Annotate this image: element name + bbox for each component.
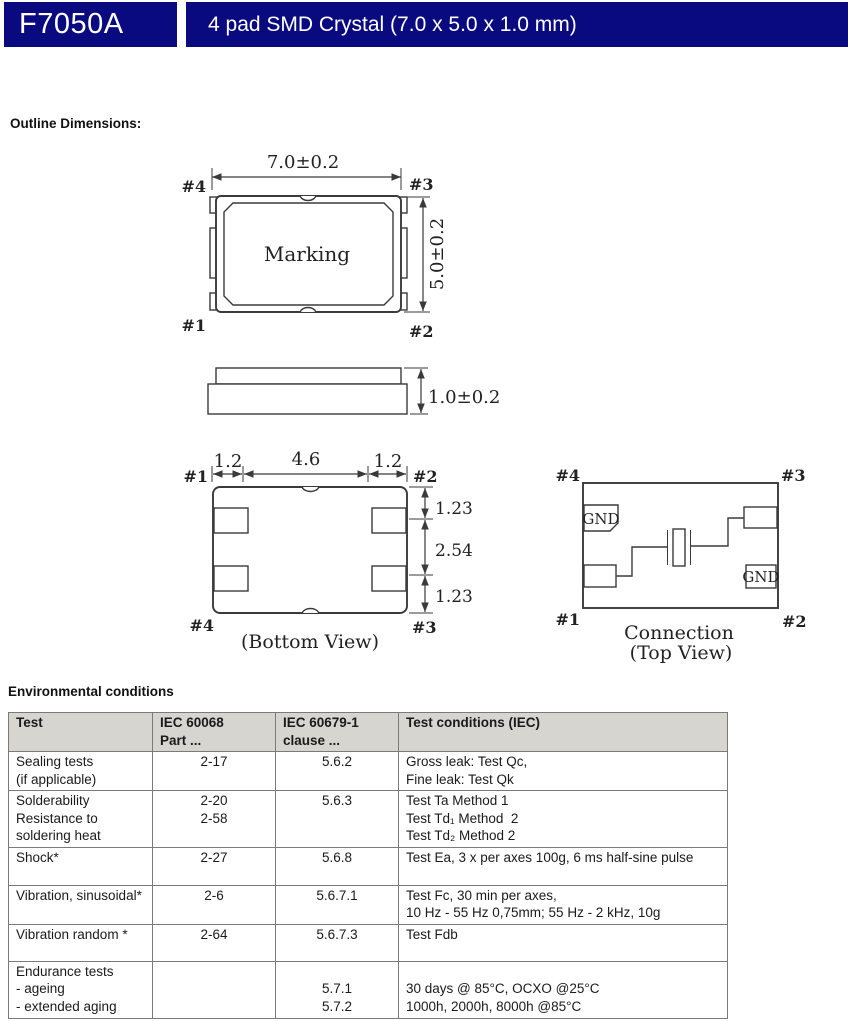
cell-conditions: Test Ta Method 1 Test Td₁ Method 2 Test Td₂ Method 2 <box>399 791 728 848</box>
bottom-view-drawing <box>183 449 472 653</box>
cell-conditions: Test Fc, 30 min per axes, 10 Hz - 55 Hz 0,75mm; 55 Hz - 2 kHz, 10g <box>399 885 728 924</box>
top-view-width-dim: 7.0±0.2 <box>266 152 340 173</box>
top-view-drawing <box>181 152 448 341</box>
table-row <box>9 752 728 791</box>
cell-clause: 5.6.8 <box>276 847 399 885</box>
connection-pad-3 <box>744 507 777 528</box>
cell-part: 2-20 2-58 <box>153 791 276 848</box>
environmental-conditions-heading: Environmental conditions <box>8 684 174 699</box>
connection-drawing <box>555 466 806 664</box>
table-row <box>9 961 728 1018</box>
cell-test: Endurance tests - ageing - extended aging <box>9 961 153 1018</box>
top-view-pad-label-2: #2 <box>409 322 434 341</box>
cell-conditions: Test Ea, 3 x per axes 100g, 6 ms half-sine pulse <box>399 847 728 885</box>
cell-test: Vibration, sinusoidal* <box>9 885 153 924</box>
header-title-box <box>186 2 848 47</box>
connection-pad-label-4: #4 <box>555 466 580 485</box>
cell-test: Solderability Resistance to soldering heat <box>9 791 153 848</box>
table-header-row <box>9 713 728 752</box>
table-row <box>9 847 728 885</box>
side-view-drawing <box>208 368 500 414</box>
cell-part: 2-64 <box>153 924 276 961</box>
header-model-box <box>4 2 177 47</box>
gnd-label-top: GND <box>582 510 620 528</box>
cell-conditions: Gross leak: Test Qc, Fine leak: Test Qk <box>399 752 728 791</box>
cell-clause: 5.7.1 5.7.2 <box>276 961 399 1018</box>
bottom-view-package-body <box>213 487 407 613</box>
connection-pad-1 <box>584 565 616 587</box>
cell-part: 2-6 <box>153 885 276 924</box>
cell-clause: 5.6.3 <box>276 791 399 848</box>
cell-part <box>153 961 276 1018</box>
marking-label: Marking <box>263 242 351 266</box>
bottom-view-pad-label-1: #1 <box>183 467 208 486</box>
bottom-view-pad-label-2: #2 <box>413 467 438 486</box>
page-title: 4 pad SMD Crystal (7.0 x 5.0 x 1.0 mm) <box>208 12 577 36</box>
cell-conditions: Test Fdb <box>399 924 728 961</box>
cell-part: 2-27 <box>153 847 276 885</box>
model-number: F7050A <box>19 8 124 40</box>
cell-conditions: 30 days @ 85°C, OCXO @25°C 1000h, 2000h, 8000h @85°C <box>399 961 728 1018</box>
bottom-v-mid-dim: 2.54 <box>435 541 473 561</box>
col-header-test: Test <box>9 713 153 752</box>
cell-clause: 5.6.2 <box>276 752 399 791</box>
bottom-view-pad-label-4: #4 <box>189 616 214 635</box>
bottom-v-top-dim: 1.23 <box>435 499 473 519</box>
top-view-pad-label-4: #4 <box>181 177 206 196</box>
environmental-conditions-table <box>8 712 728 1019</box>
bottom-view-pad-label-3: #3 <box>412 618 437 637</box>
top-view-pad-label-3: #3 <box>409 175 434 194</box>
connection-pad-label-3: #3 <box>781 466 806 485</box>
cell-clause: 5.6.7.1 <box>276 885 399 924</box>
connection-pad-label-2: #2 <box>782 612 807 631</box>
col-header-iec60679: IEC 60679-1 clause ... <box>276 713 399 752</box>
bottom-view-caption: (Bottom View) <box>241 631 379 653</box>
gnd-label-bottom: GND <box>742 568 780 586</box>
side-view-base <box>208 384 407 414</box>
crystal-symbol <box>673 529 685 566</box>
side-view-thickness-dim: 1.0±0.2 <box>428 387 501 408</box>
cell-clause: 5.6.7.3 <box>276 924 399 961</box>
connection-pad-label-1: #1 <box>555 610 580 629</box>
top-view-pad-label-1: #1 <box>181 316 206 335</box>
connection-caption-line2: (Top View) <box>629 642 733 664</box>
table-row <box>9 924 728 961</box>
cell-test: Sealing tests (if applicable) <box>9 752 153 791</box>
table-row <box>9 791 728 848</box>
outline-dimensions-heading: Outline Dimensions: <box>10 116 142 131</box>
table-row <box>9 885 728 924</box>
bottom-pad-width-right-dim: 1.2 <box>373 451 403 472</box>
bottom-v-bottom-dim: 1.23 <box>435 587 473 607</box>
cell-part: 2-17 <box>153 752 276 791</box>
bottom-pad-width-left-dim: 1.2 <box>213 451 243 472</box>
bottom-pad-pitch-dim: 4.6 <box>291 449 321 470</box>
side-view-lid <box>216 368 401 384</box>
connection-caption-line1: Connection <box>624 622 734 644</box>
col-header-iec60068: IEC 60068 Part ... <box>153 713 276 752</box>
cell-test: Shock* <box>9 847 153 885</box>
outline-drawings <box>0 140 848 695</box>
top-view-height-dim: 5.0±0.2 <box>427 217 448 291</box>
cell-test: Vibration random * <box>9 924 153 961</box>
col-header-conditions: Test conditions (IEC) <box>399 713 728 752</box>
